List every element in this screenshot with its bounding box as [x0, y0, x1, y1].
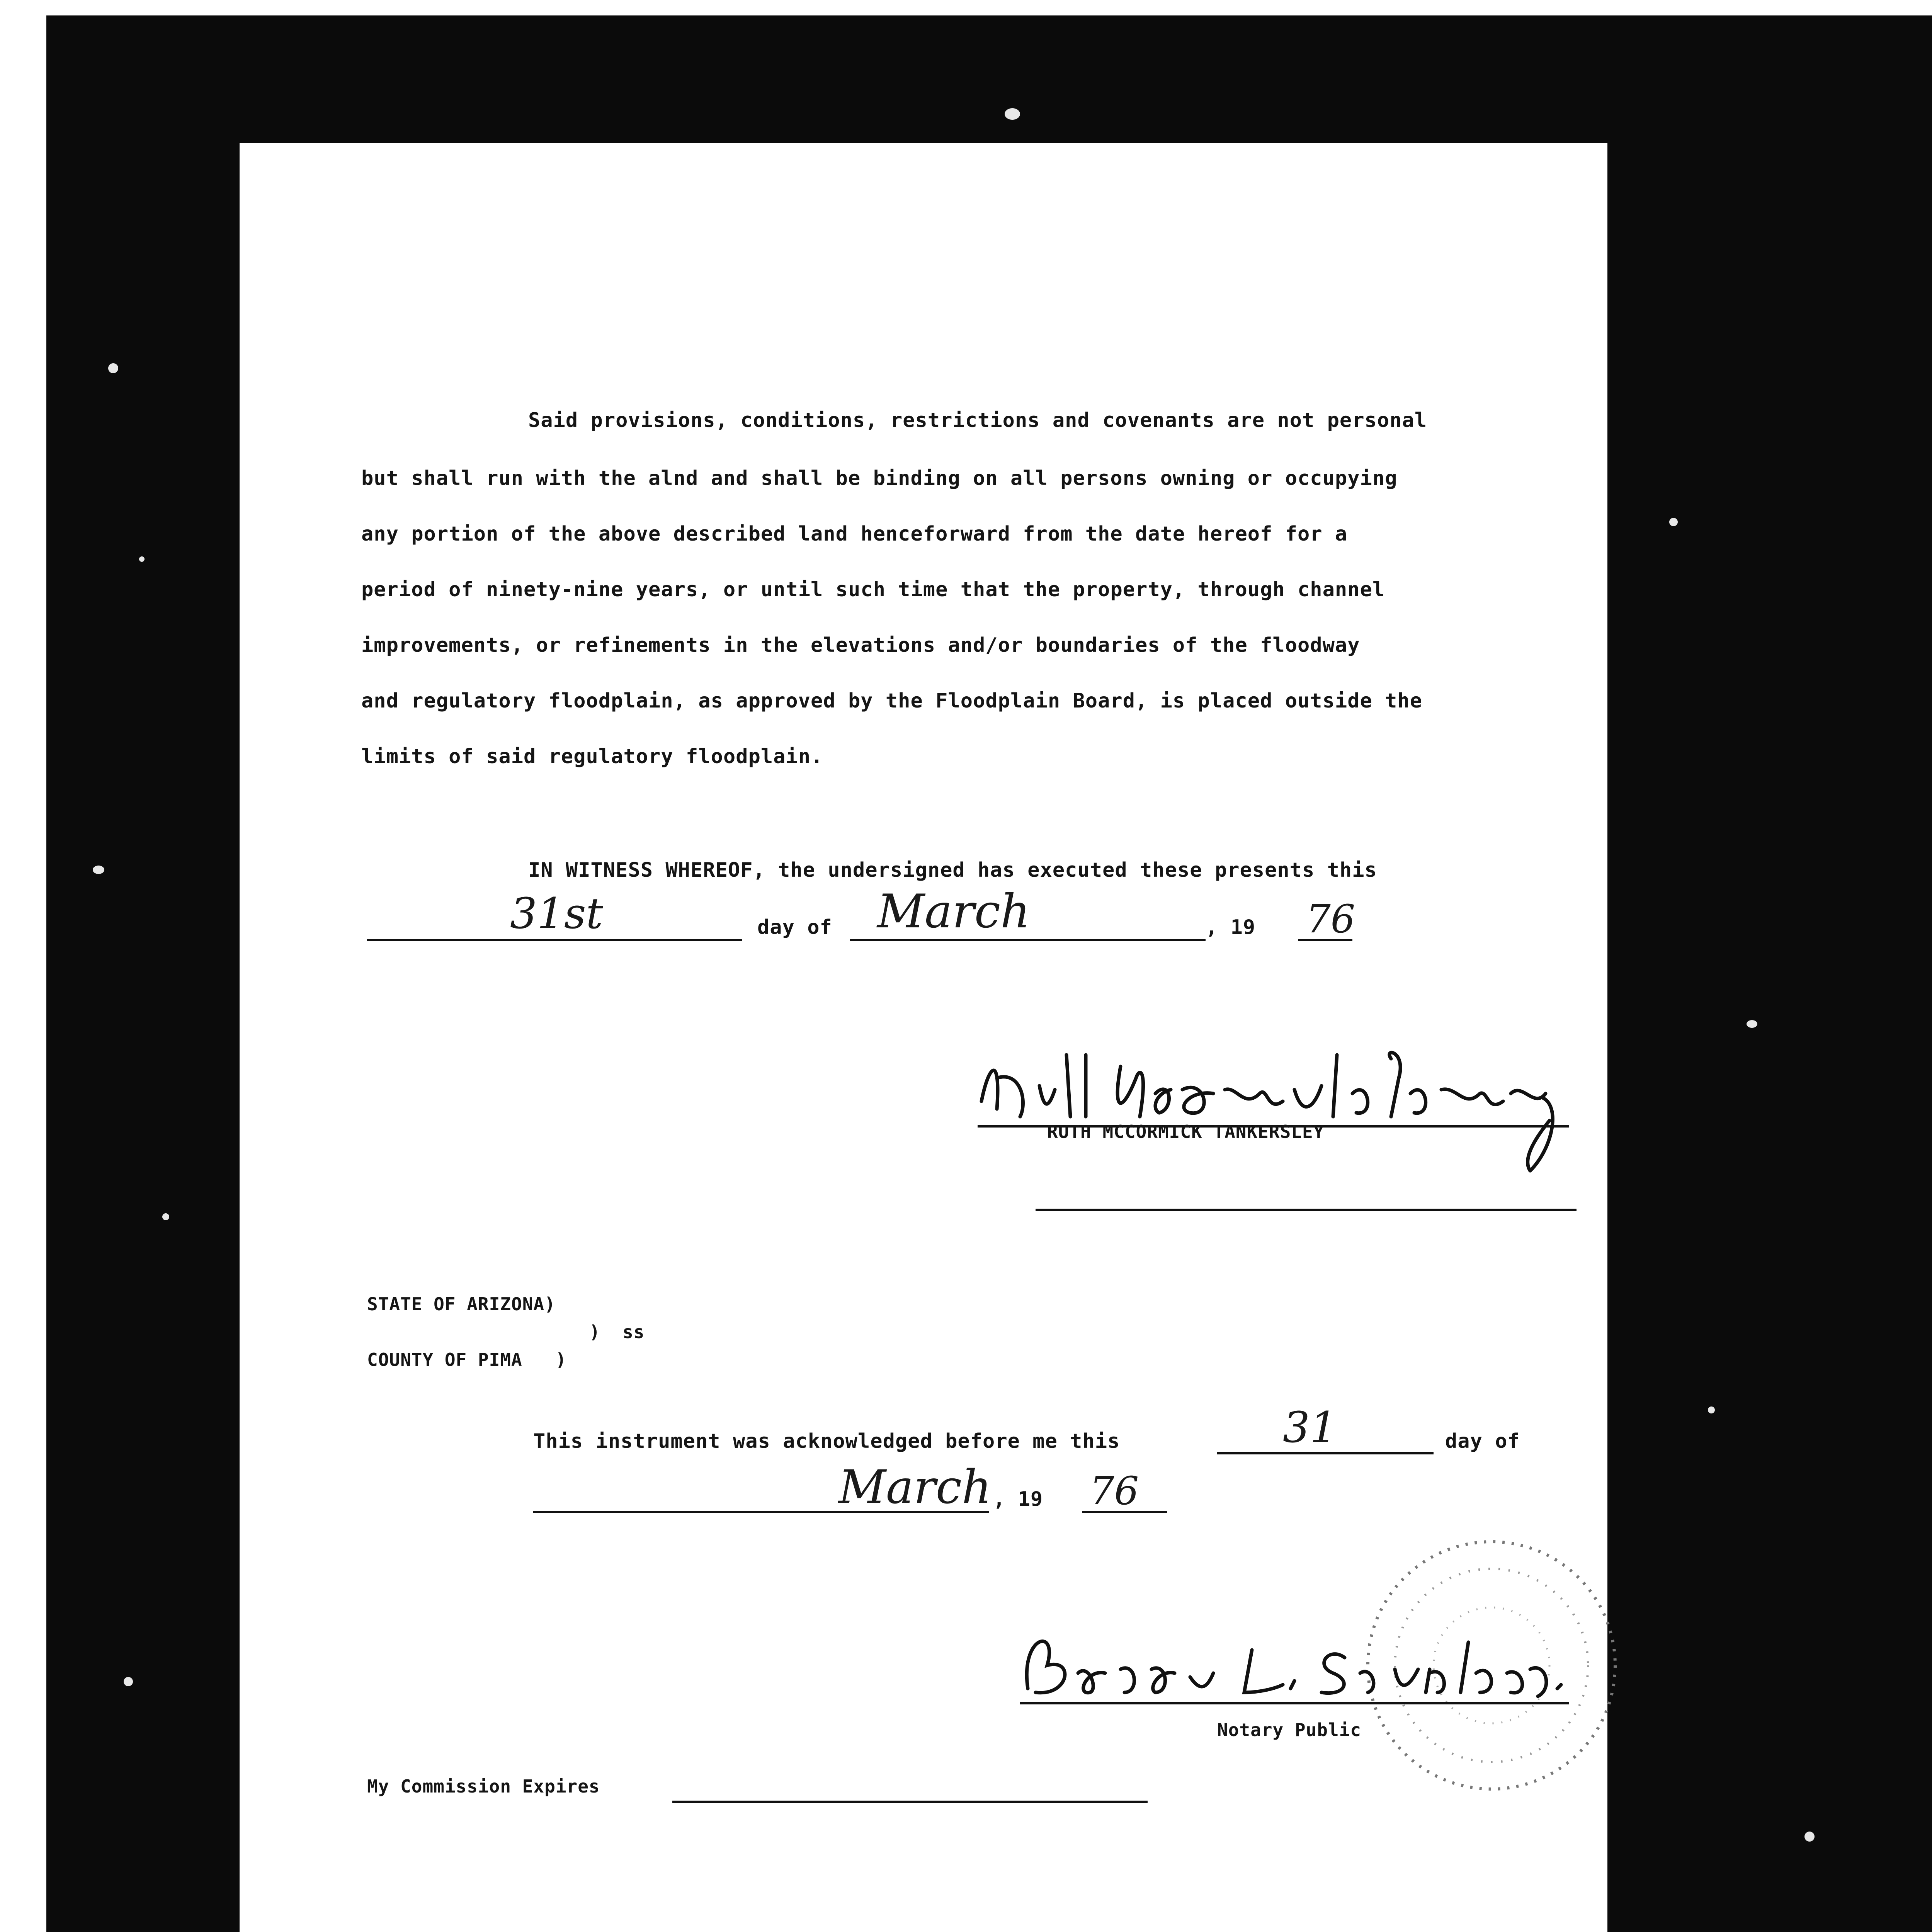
year-prefix: , 19	[1206, 916, 1256, 939]
witness-month-handwritten: March	[877, 885, 1031, 939]
ack-clause: This instrument was acknowledged before me this	[533, 1430, 1120, 1453]
scan-speck	[139, 556, 145, 562]
paragraph-line: Said provisions, conditions, restrictions and covenants are not personal	[528, 409, 1427, 432]
county-label: COUNTY OF PIMA )	[367, 1349, 567, 1370]
scan-speck	[1747, 1020, 1757, 1028]
scan-speck	[124, 1677, 133, 1686]
ack-year-prefix: , 19	[993, 1488, 1043, 1511]
month-blank	[850, 939, 1206, 941]
state-label: STATE OF ARIZONA)	[367, 1294, 556, 1315]
day-blank	[367, 939, 742, 941]
ss-label: ) ss	[589, 1321, 645, 1342]
witness-clause: IN WITNESS WHEREOF, the undersigned has executed these presents this	[528, 859, 1377, 882]
scan-speck	[93, 866, 104, 874]
paragraph-line: period of ninety-nine years, or until such time that the property, through channel	[361, 578, 1385, 601]
scan-speck	[1708, 1406, 1715, 1413]
day-of-label: day of	[757, 916, 832, 939]
ack-day-handwritten: 31	[1283, 1403, 1337, 1452]
witness-year-handwritten: 76	[1306, 896, 1355, 942]
paragraph-line: and regulatory floodplain, as approved by the Floodplain Board, is placed outside the	[361, 689, 1423, 713]
paragraph-line: any portion of the above described land henceforward from the date hereof for a	[361, 522, 1348, 546]
commission-blank	[672, 1801, 1148, 1803]
paragraph-line: limits of said regulatory floodplain.	[361, 745, 823, 768]
signer-name: RUTH MCCORMICK TANKERSLEY	[1047, 1121, 1325, 1142]
notary-signature-image	[1012, 1611, 1584, 1727]
scan-speck	[162, 1213, 169, 1220]
commission-label: My Commission Expires	[367, 1776, 600, 1797]
scan-speck	[1005, 108, 1020, 120]
ack-year-handwritten: 76	[1090, 1468, 1139, 1514]
paragraph-line: improvements, or refinements in the elevations and/or boundaries of the floodway	[361, 634, 1360, 657]
paragraph-line: but shall run with the alnd and shall be binding on all persons owning or occupying	[361, 467, 1398, 490]
signer-signature-image	[974, 1032, 1577, 1179]
witness-day-handwritten: 31st	[510, 889, 603, 938]
scan-speck	[108, 363, 118, 373]
notary-label: Notary Public	[1217, 1719, 1362, 1740]
document-page	[240, 143, 1607, 1932]
ack-month-handwritten: March	[838, 1461, 992, 1514]
ack-day-of-label: day of	[1445, 1430, 1520, 1453]
second-signature-line	[1036, 1209, 1577, 1211]
ack-day-blank	[1217, 1452, 1434, 1454]
scan-speck	[1804, 1832, 1815, 1842]
scan-speck	[1669, 518, 1678, 526]
